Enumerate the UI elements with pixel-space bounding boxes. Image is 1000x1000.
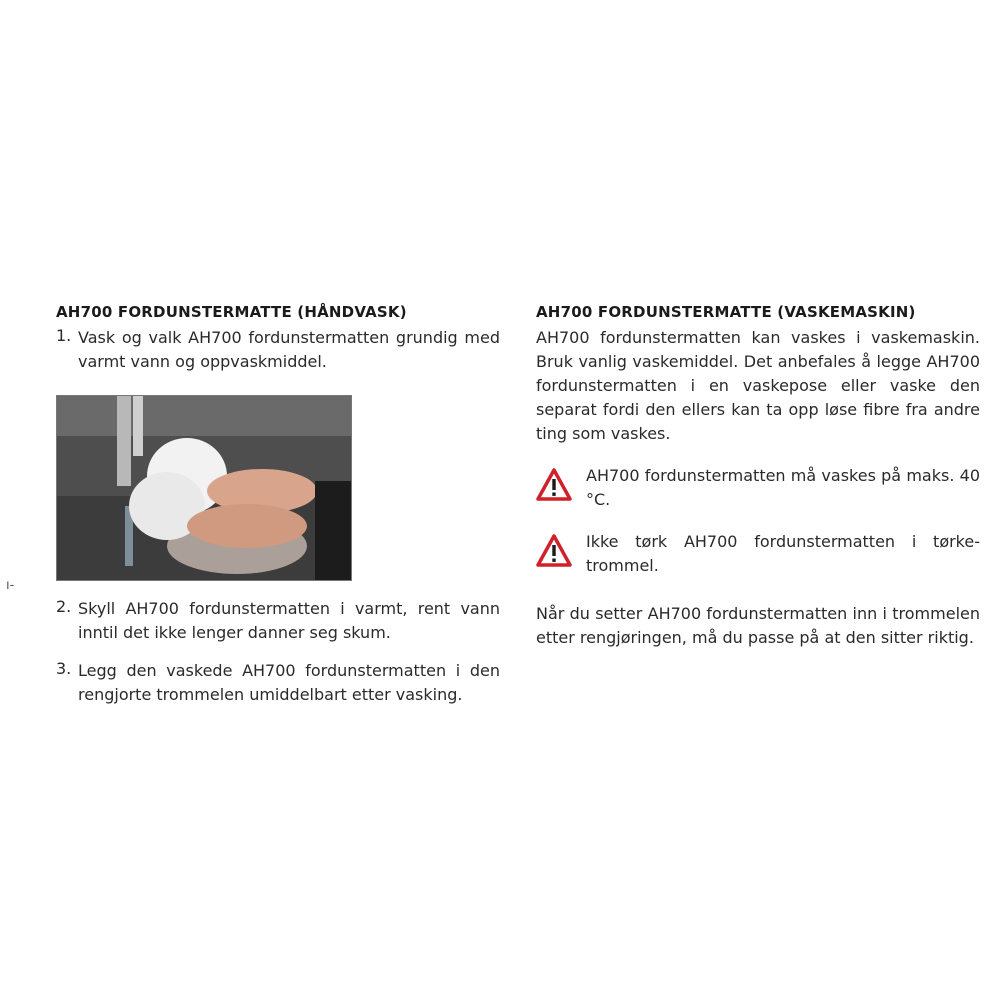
step-text: Skyll AH700 fordunstermatten i varmt, rent vann inntil det ikke lenger danner seg skum. — [78, 599, 500, 642]
warning-triangle-icon — [536, 468, 572, 502]
machinewash-section — [536, 302, 980, 650]
step-text: Vask og valk AH700 fordunstermatten grundig med varmt vann og oppvaskmiddel. — [78, 328, 500, 371]
handwash-heading: AH700 FORDUNSTERMATTE (HÅNDVASK) — [56, 303, 407, 321]
step-2 — [56, 597, 500, 645]
warning-1 — [536, 464, 980, 512]
margin-mark: ı- — [6, 578, 15, 593]
step-number: 2. — [56, 597, 72, 616]
warning-text: Ikke tørk AH700 fordunstermatten i tørketrommel. — [586, 532, 980, 575]
warning-2 — [536, 530, 980, 578]
step-number: 3. — [56, 659, 72, 678]
handwash-section — [56, 302, 500, 374]
machinewash-heading: AH700 FORDUNSTERMATTE (VASKEMASKIN) — [536, 303, 916, 321]
machinewash-intro: AH700 fordunstermatten kan vaskes i vaskemaskin. Bruk vanlig vaskemiddel. Det anbefales å legge AH700 fordunstermatten i en vaskepose eller vaske den separat fordi den ellers kan ta opp løse fibre fra andre ting som vaskes. — [536, 328, 980, 443]
step-3 — [56, 659, 500, 707]
closing-text: Når du setter AH700 fordunstermatten inn i trommelen etter rengjøringen, må du passe på at den sitter riktig. — [536, 604, 980, 647]
step-number: 1. — [56, 326, 72, 345]
step-text: Legg den vaskede AH700 fordunstermatten i den rengjorte trommelen umiddelbart etter vasking. — [78, 661, 500, 704]
step-1 — [56, 326, 500, 374]
handwash-photo — [56, 395, 352, 581]
warning-triangle-icon — [536, 534, 572, 568]
warning-text: AH700 fordunstermatten må vaskes på maks. 40 °C. — [586, 466, 980, 509]
